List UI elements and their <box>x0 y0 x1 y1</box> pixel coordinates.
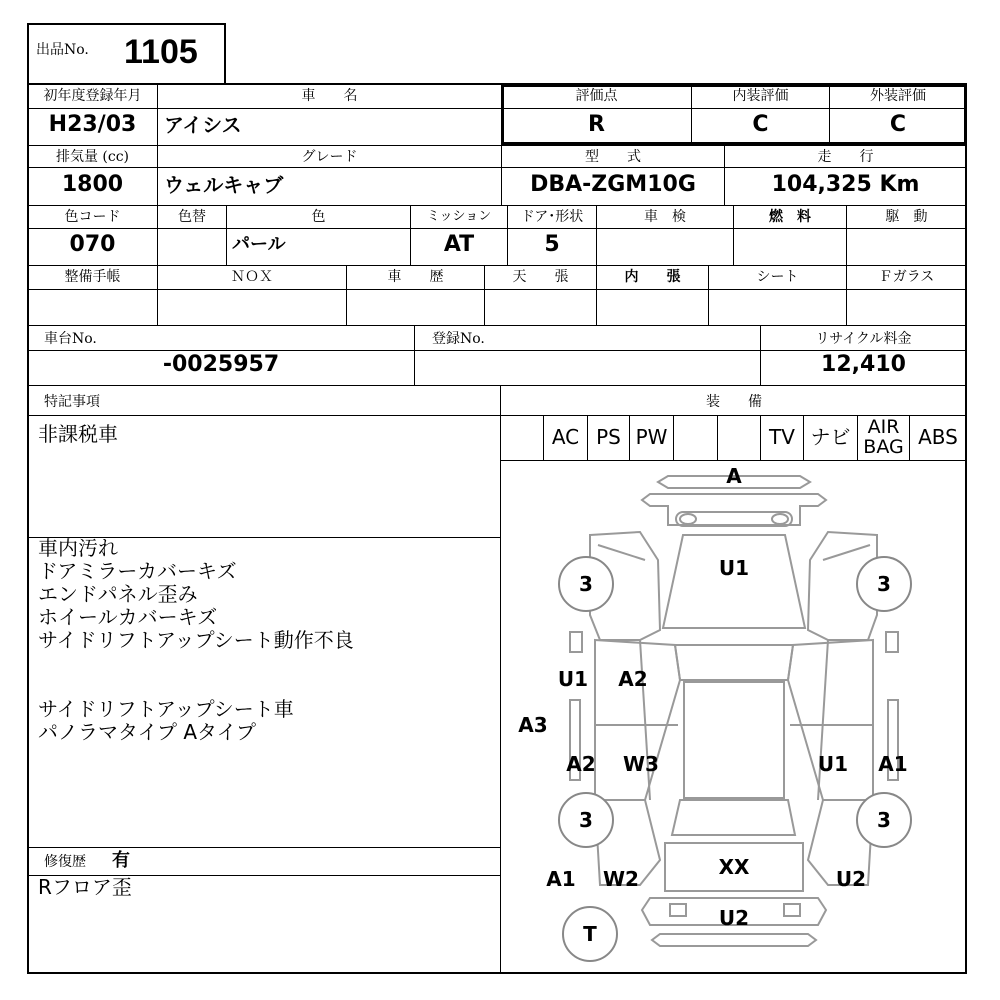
mission-label: ミッション <box>426 209 492 224</box>
mark-left-fender-u: U1 <box>557 667 589 691</box>
drive-label: 駆 動 <box>885 209 928 225</box>
color-value: パール <box>232 234 286 255</box>
car-name-value: アイシス <box>164 113 242 137</box>
mark-rear-center: XX <box>718 855 750 879</box>
equip-abs: ABS <box>918 425 958 449</box>
door-value: 5 <box>544 232 560 257</box>
lot-number: 1105 <box>124 33 198 71</box>
equip-ps: PS <box>596 425 621 449</box>
equip-pw: PW <box>635 425 668 449</box>
tire-rear-left: 3 <box>558 792 614 848</box>
model-label: 型 式 <box>585 149 641 165</box>
notes-list <box>38 537 354 744</box>
equipment-label: 装 備 <box>706 394 762 410</box>
note-line: エンドパネル歪み <box>38 582 198 606</box>
score-label: 評価点 <box>575 88 618 104</box>
hline <box>27 415 967 416</box>
equip-ac: AC <box>551 425 580 449</box>
note-line <box>38 652 354 675</box>
mark-rear-left-w: W2 <box>603 867 639 891</box>
nox-label: ＮＯＸ <box>231 269 273 285</box>
note-line: パノラマタイプ Aタイプ <box>38 720 257 744</box>
glass-label: Ｆガラス <box>878 269 935 285</box>
mark-right-rear-u: U1 <box>817 752 849 776</box>
hline <box>27 205 967 206</box>
note-line: ホイールカバーキズ <box>38 605 218 629</box>
interior-value: C <box>752 112 769 137</box>
hline <box>27 847 501 848</box>
grade-label: グレード <box>301 149 358 165</box>
repair-note: Rフロア歪 <box>38 875 132 899</box>
notes-top: 非課税車 <box>38 422 118 446</box>
ceiling-label: 天 張 <box>512 269 569 285</box>
interior-trim-label: 内 張 <box>624 269 681 285</box>
equip-navi: ナビ <box>810 425 851 449</box>
grade-value: ウェルキャブ <box>164 173 284 197</box>
displacement-label: 排気量 (cc) <box>55 149 130 165</box>
interior-label: 内装評価 <box>732 88 789 104</box>
lot-label: 出品No. <box>36 42 89 58</box>
mark-left-fender-a: A2 <box>618 667 648 691</box>
maintenance-label: 整備手帳 <box>64 269 121 285</box>
car-name-label: 車 名 <box>301 88 358 104</box>
notes-label: 特記事項 <box>44 394 100 410</box>
displacement-value: 1800 <box>61 172 124 197</box>
hline <box>27 385 967 386</box>
car-diagram <box>501 461 967 974</box>
mark-left-rear-w: W3 <box>623 752 659 776</box>
history-label: 車 歴 <box>387 269 444 285</box>
exterior-label: 外装評価 <box>870 88 926 104</box>
note-line: 車内汚れ <box>38 536 118 560</box>
hline <box>27 325 967 326</box>
seat-label: シート <box>756 269 799 285</box>
model-value: DBA-ZGM10G <box>530 172 696 197</box>
inspection-label: 車 検 <box>644 209 686 225</box>
tire-front-left: 3 <box>558 556 614 612</box>
color-code-label: 色コード <box>64 209 121 225</box>
mark-rear-bumper: U2 <box>718 906 750 930</box>
door-label: ドア･形状 <box>520 209 584 225</box>
mission-value: AT <box>443 232 475 257</box>
equip-airbag: AIR BAG <box>863 416 904 458</box>
color-label: 色 <box>311 209 326 225</box>
note-line: サイドリフトアップシート動作不良 <box>38 628 354 652</box>
mark-hood: U1 <box>718 556 750 580</box>
vline <box>414 325 415 385</box>
mileage-label: 走 行 <box>817 149 874 165</box>
tire-rear-right: 3 <box>856 792 912 848</box>
color-code-value: 070 <box>69 232 116 257</box>
recycle-label: リサイクル料金 <box>815 331 912 347</box>
tire-spare: T <box>562 906 618 962</box>
chassis-value: -0025957 <box>162 352 280 377</box>
chassis-label: 車台No. <box>44 331 97 347</box>
repair-label: 修復歴 <box>44 854 86 870</box>
tire-front-right: 3 <box>856 556 912 612</box>
mark-right-rear-a: A1 <box>878 752 908 776</box>
mark-front: A <box>726 464 742 488</box>
mark-rear-left-a: A1 <box>546 867 576 891</box>
note-line: サイドリフトアップシート車 <box>38 697 294 721</box>
repair-value: 有 <box>112 850 130 871</box>
fuel-label: 燃 料 <box>769 209 811 225</box>
registration-label: 登録No. <box>432 331 485 347</box>
recycle-value: 12,410 <box>821 352 906 377</box>
hline <box>27 265 967 266</box>
vline <box>717 415 718 460</box>
repaint-label: 色替 <box>178 209 206 225</box>
score-value: R <box>588 112 605 137</box>
hline <box>27 228 967 229</box>
mark-rear-right: U2 <box>835 867 867 891</box>
mileage-value: 104,325 Km <box>771 172 920 197</box>
vline <box>673 415 674 460</box>
exterior-value: C <box>889 112 907 137</box>
first-reg-value: H23/03 <box>48 112 137 137</box>
hline <box>27 289 967 290</box>
hline <box>27 145 967 146</box>
hline <box>27 167 967 168</box>
equip-tv: TV <box>769 425 795 449</box>
mark-left-side: A3 <box>518 713 548 737</box>
note-line: ドアミラーカバーキズ <box>38 559 237 583</box>
mark-left-rear-a: A2 <box>566 752 596 776</box>
first-reg-label: 初年度登録年月 <box>43 88 142 104</box>
note-line <box>38 675 354 698</box>
